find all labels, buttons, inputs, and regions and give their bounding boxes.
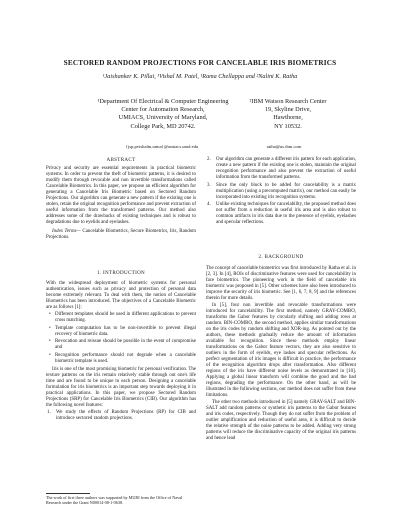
list-item-text: Template computation has to be non-invertible to prevent illegal recovery of biometric data. — [55, 325, 196, 337]
affiliation-1-line: ¹Department Of Electrical & Computer Engineering — [97, 98, 229, 105]
affiliation-1-line: Center for Automation Research, — [121, 106, 205, 114]
abstract-text: Privacy and security are essential requirements in practical biometric systems. In order to prevent the theft of biometric patterns, it is desired to modify them through revocable and non invertible transformations called Cancelable Biometrics. In this paper, we propose an efficient algorithm for generating a Cancelable Iris Biometric based on Sectored Random Projections. Our algorithm can generate a new pattern if the existing one is stolen, retain the original recognition performance and prevent extraction of useful information from the transformed patterns. Our method also addresses some of the drawbacks of existing techniques and is robust to degradations due to eyelids and eyelashes. — [46, 166, 196, 225]
list-item-text: Recognition performance should not degrade when a cancelable biometric template is used. — [55, 352, 196, 364]
background-paragraph-1: The concept of cancelable biometrics was first introduced by Ratha et al. in [2, 3]. In [4], ROIs of discriminative features were used for cancelability in face biometrics. The pioneering work in the field of cancelable iris biometric was proposed in [5]. Other schemes have also been introduced to improve the security of iris biometric. See [1, 6, 7, 8, 9] and the references therein for more details. — [206, 266, 356, 301]
list-number: 1. — [47, 409, 51, 415]
email-umiacs: {jsp,pvishalm,rama}@umiacs.umd.edu — [125, 144, 199, 149]
background-body — [206, 266, 356, 444]
background-heading: 2. BACKGROUND — [258, 254, 304, 260]
introduction-heading: 1. INTRODUCTION — [96, 270, 146, 276]
features-list-right-block — [206, 157, 356, 228]
list-item-text: Since the only block to be added for cancelability is a matrix multiplication (using a precomputed matrix), our method can easily be incorporated into existing iris recognition systems. — [216, 182, 356, 200]
list-number: 3. — [207, 182, 211, 188]
list-item — [49, 352, 196, 365]
footnote: The work of first three authors was supported by MURI from the Office of Naval Research under the Grant N00014-08-1-0638. — [46, 495, 183, 505]
list-item-text: Different templates should be used in different applications to prevent cross matching. — [55, 312, 196, 324]
intro-paragraph-2: Iris is one of the most promising biometric for personal verification. The texture patterns on the iris remain relatively stable through out one's life time and are found to be unique to each person. Designing a cancelable formulation for iris biometrics is an important step towards deploying it in practical applications. In this paper, we propose Sectored Random Projections (SRP) for Cancelable Iris Biometrics (CIB). Our algorithm has the following novel features: — [46, 366, 196, 408]
affiliation-2-line: Hawthorne, — [273, 114, 303, 122]
affiliation-1-line: UMIACS, University of Maryland, — [118, 114, 208, 122]
index-terms-label: Index Terms— — [52, 229, 81, 234]
author-list: ¹Jaishanker K. Pillai, ¹Vishal M. Patel, ¹Rama Chellappa and ²Nalini K. Ratha — [102, 73, 298, 80]
list-item — [49, 339, 196, 351]
abstract-heading: ABSTRACT — [106, 157, 136, 163]
index-terms — [46, 229, 196, 241]
index-terms-text: Cancelable Biometrics, Secure Biometrics, Iris, Random Projections. — [46, 229, 197, 240]
affiliation-2-line: ²IBM Watson Research Center — [249, 98, 327, 105]
features-list-left — [46, 410, 196, 422]
features-list-right — [206, 157, 356, 226]
list-item — [207, 202, 356, 226]
abstract-body — [46, 166, 196, 242]
bullet-icon: • — [49, 325, 51, 331]
list-item-text: Revocation and reissue should be possible in the event of compromise and — [55, 339, 196, 351]
bullet-icon: • — [49, 339, 51, 345]
intro-paragraph-1: With the widespread deployment of biometric systems for personal authentication, issues such as privacy and protection of personal data become extremely relevant. To deal with them, the notion of Cancelable Biometrics has been introduced. The objectives of a Cancelable Biometric are as follows [1]: — [46, 281, 196, 310]
list-number: 2. — [207, 157, 211, 162]
list-item — [49, 312, 196, 324]
paper-title: SECTORED RANDOM PROJECTIONS FOR CANCELABLE IRIS BIOMETRICS — [63, 59, 337, 67]
affiliation-2-line: 19, Skyline Drive, — [264, 106, 312, 114]
bullet-icon: • — [49, 352, 51, 358]
list-item — [47, 409, 196, 422]
affiliation-2 — [218, 98, 358, 131]
objectives-list — [46, 312, 196, 365]
footnote-rule — [46, 493, 90, 494]
background-paragraph-2: In [5], four non invertible and revocable transformations were introduced for cancelability. The first method, namely GRAY-COMBO, transforms the Gabor features by circularly shifting and adding rows at random. BIN-COMBO, the second method, applies similar transformations on the iris codes by random shifting and XOR-ing. As pointed out by the authors, these methods gradually reduce the amount of information available for recognition. Since these methods employ linear transformations on the Gabor feature vectors, they are also sensitive to outliers in the form of eyelids, eye lashes and specular reflections. As perfect segmentation of iris images is difficult in practice, the performance of the recognition algorithm drops after transformation. Also different regions of the iris have different noise levels as demonstrated in [10]. Applying a global linear transform will combine the good and the bad regions, degrading the performance. On the other hand, as will be illustrated in the following sections, our method does not suffer from these limitations. — [206, 303, 356, 399]
list-item — [49, 325, 196, 338]
list-number: 4. — [207, 202, 211, 208]
affiliation-2-line: NY 10532. — [274, 122, 302, 130]
list-item — [207, 182, 356, 201]
background-paragraph-3: The other two methods introduced in [5] namely GRAY-SALT and BIN-SALT add random patterns or synthetic iris patterns to the Gabor features and iris codes, respectively. Though they do not suffer from the problem of outlier amplification and reduction of useful area, it is difficult to decide the relative strength of the noise patterns to be added. Adding very strong patterns will reduce the discriminative capacity of the original iris patterns and hence lead — [206, 400, 356, 442]
list-item — [207, 157, 356, 181]
introduction-body — [46, 281, 196, 423]
affiliation-1-line: College Park, MD 20742. — [130, 122, 196, 130]
list-item-text: We study the effects of Random Projections (RP) for CIB and introduce sectored random projections. — [56, 409, 196, 421]
email-ibm: ratha@us.ibm.com — [266, 144, 302, 149]
list-item-text: Our algorithm can generate a different iris pattern for each application, create a new pattern if the existing one is stolen, maintain the original recognition performance and also prevent the extraction of useful information from the transformed patterns. — [216, 157, 356, 180]
bullet-icon: • — [49, 312, 51, 318]
list-item-text: Unlike existing techniques for cancelability, the proposed method does not suffer from a reduction in useful iris area and is also robust to common artifacts in iris data due to the presence of eyelids, eyelashes and specular reflections. — [216, 202, 356, 226]
